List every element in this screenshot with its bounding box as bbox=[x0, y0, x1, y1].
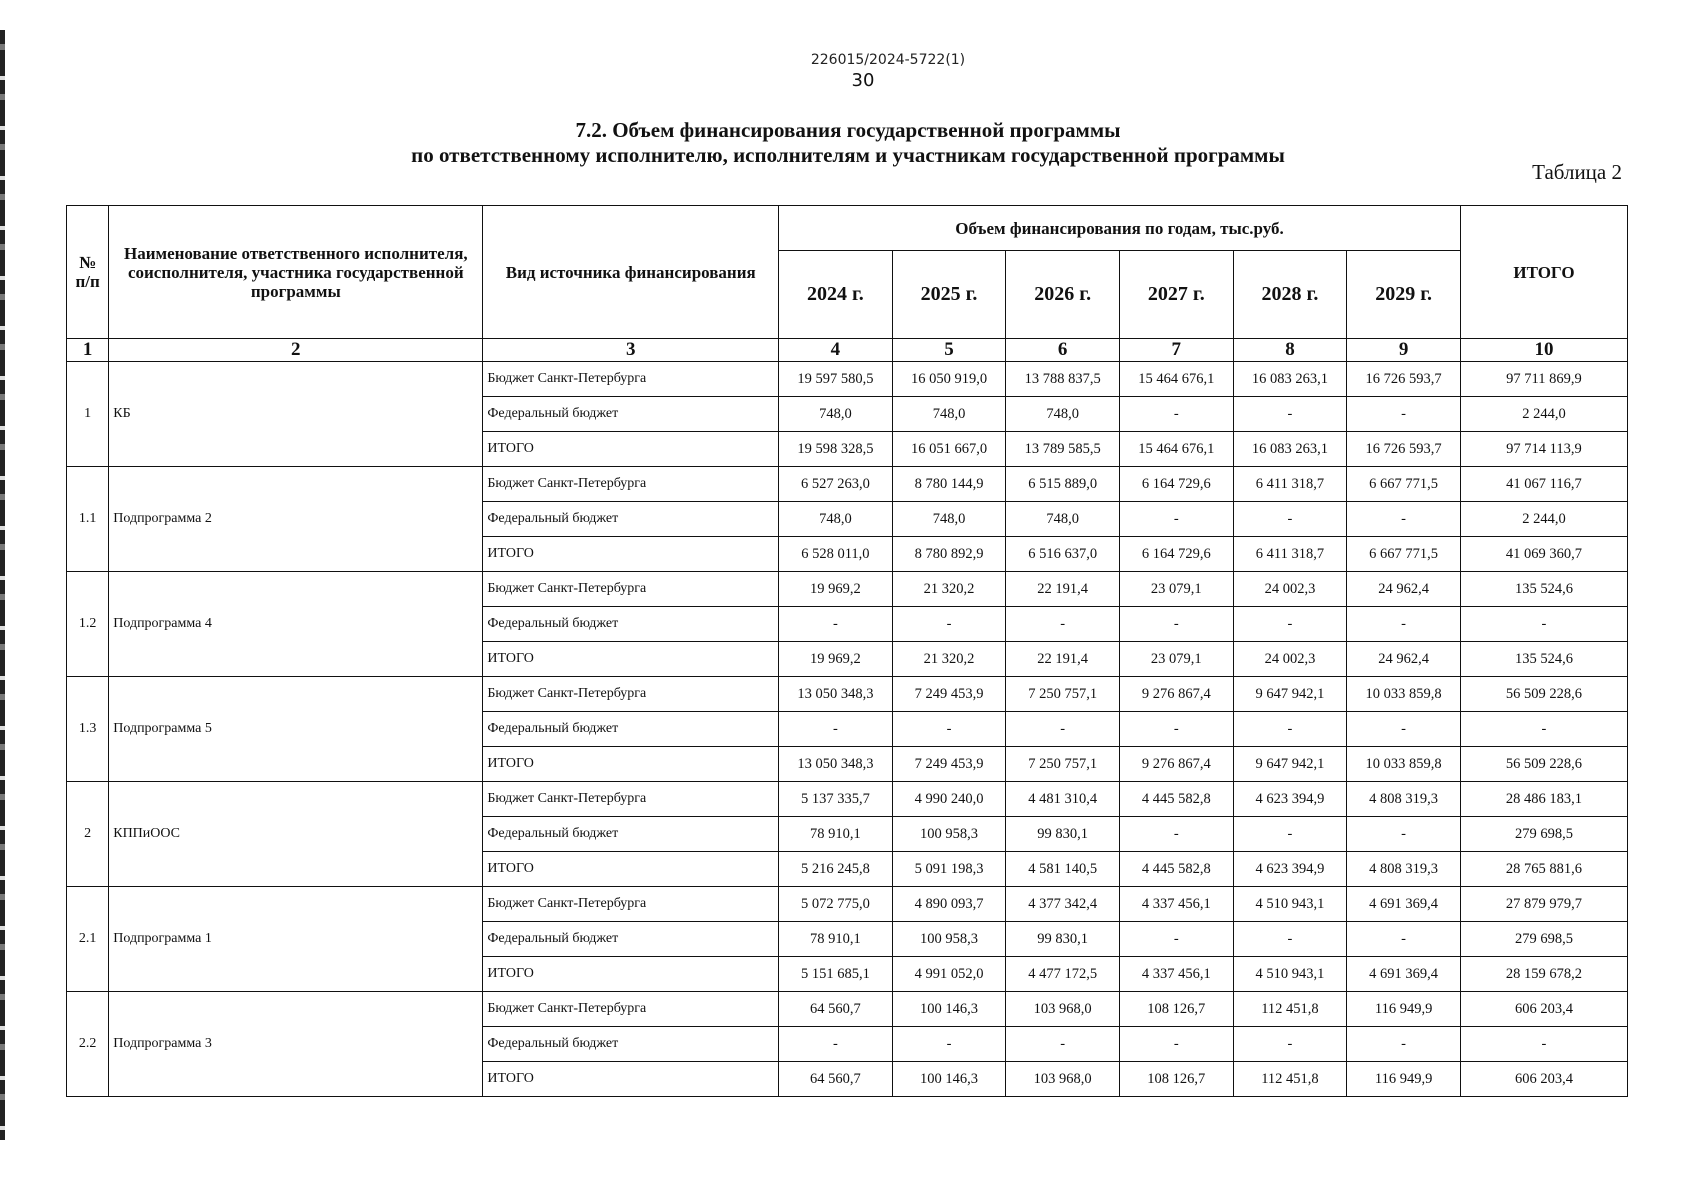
year-value: 24 002,3 bbox=[1233, 642, 1347, 677]
row-total: 28 765 881,6 bbox=[1460, 852, 1627, 887]
year-value: 100 146,3 bbox=[892, 1062, 1006, 1097]
year-value: 8 780 892,9 bbox=[892, 537, 1006, 572]
title-line-1: 7.2. Объем финансирования государственной программы bbox=[575, 118, 1121, 142]
funding-source: ИТОГО bbox=[483, 957, 779, 992]
year-value: 748,0 bbox=[892, 397, 1006, 432]
year-value: 4 445 582,8 bbox=[1119, 782, 1233, 817]
year-value: 13 788 837,5 bbox=[1006, 362, 1120, 397]
table-row bbox=[67, 782, 1628, 817]
title-line-2: по ответственному исполнителю, исполнителям и участникам государственной программы bbox=[411, 143, 1285, 167]
year-value: 4 691 369,4 bbox=[1347, 887, 1461, 922]
funding-source: Федеральный бюджет bbox=[483, 817, 779, 852]
year-value: 24 962,4 bbox=[1347, 572, 1461, 607]
year-value: - bbox=[779, 607, 893, 642]
funding-source: Бюджет Санкт-Петербурга bbox=[483, 782, 779, 817]
year-value: - bbox=[1347, 502, 1461, 537]
year-value: 10 033 859,8 bbox=[1347, 747, 1461, 782]
executor-name: Подпрограмма 2 bbox=[109, 467, 483, 572]
executor-name: Подпрограмма 3 bbox=[109, 992, 483, 1097]
year-value: 748,0 bbox=[1006, 397, 1120, 432]
row-total: 56 509 228,6 bbox=[1460, 677, 1627, 712]
table-row bbox=[67, 677, 1628, 712]
year-value: - bbox=[1233, 817, 1347, 852]
header-years-group: Объем финансирования по годам, тыс.руб. bbox=[779, 206, 1461, 251]
row-number: 1.2 bbox=[67, 572, 109, 677]
year-value: 4 510 943,1 bbox=[1233, 887, 1347, 922]
year-value: 100 146,3 bbox=[892, 992, 1006, 1027]
header-num: № п/п bbox=[67, 206, 109, 339]
year-value: 100 958,3 bbox=[892, 922, 1006, 957]
column-number: 7 bbox=[1119, 339, 1233, 362]
row-total: 28 159 678,2 bbox=[1460, 957, 1627, 992]
header-total: ИТОГО bbox=[1460, 206, 1627, 339]
year-value: 6 516 637,0 bbox=[1006, 537, 1120, 572]
year-value: 112 451,8 bbox=[1233, 1062, 1347, 1097]
year-value: 13 789 585,5 bbox=[1006, 432, 1120, 467]
funding-source: Федеральный бюджет bbox=[483, 922, 779, 957]
year-value: - bbox=[1347, 817, 1461, 852]
year-value: 16 050 919,0 bbox=[892, 362, 1006, 397]
year-value: 16 726 593,7 bbox=[1347, 432, 1461, 467]
funding-source: ИТОГО bbox=[483, 642, 779, 677]
year-value: - bbox=[1119, 922, 1233, 957]
year-value: 6 164 729,6 bbox=[1119, 537, 1233, 572]
year-value: 748,0 bbox=[779, 397, 893, 432]
executor-name: Подпрограмма 1 bbox=[109, 887, 483, 992]
year-value: 19 597 580,5 bbox=[779, 362, 893, 397]
year-value: - bbox=[1233, 922, 1347, 957]
year-value: 64 560,7 bbox=[779, 992, 893, 1027]
row-number: 2.1 bbox=[67, 887, 109, 992]
funding-source: Бюджет Санкт-Петербурга bbox=[483, 887, 779, 922]
year-value: 7 249 453,9 bbox=[892, 747, 1006, 782]
year-value: 9 647 942,1 bbox=[1233, 747, 1347, 782]
year-value: - bbox=[1119, 712, 1233, 747]
year-value: 78 910,1 bbox=[779, 817, 893, 852]
funding-source: Бюджет Санкт-Петербурга bbox=[483, 677, 779, 712]
year-value: 22 191,4 bbox=[1006, 572, 1120, 607]
year-value: 116 949,9 bbox=[1347, 1062, 1461, 1097]
year-value: 99 830,1 bbox=[1006, 817, 1120, 852]
row-total: 41 069 360,7 bbox=[1460, 537, 1627, 572]
column-number: 3 bbox=[483, 339, 779, 362]
year-value: - bbox=[1347, 712, 1461, 747]
year-value: - bbox=[1119, 817, 1233, 852]
year-value: - bbox=[1233, 1027, 1347, 1062]
funding-source: ИТОГО bbox=[483, 432, 779, 467]
row-number: 1.3 bbox=[67, 677, 109, 782]
executor-name: КБ bbox=[109, 362, 483, 467]
table-row bbox=[67, 467, 1628, 502]
year-value: 5 091 198,3 bbox=[892, 852, 1006, 887]
year-value: 4 477 172,5 bbox=[1006, 957, 1120, 992]
header-name: Наименование ответственного исполнителя, соисполнителя, участника государственной программы bbox=[109, 206, 483, 339]
year-value: 9 276 867,4 bbox=[1119, 677, 1233, 712]
year-value: - bbox=[1347, 1027, 1461, 1062]
column-number: 8 bbox=[1233, 339, 1347, 362]
year-value: 103 968,0 bbox=[1006, 1062, 1120, 1097]
year-value: - bbox=[1347, 922, 1461, 957]
row-number: 1 bbox=[67, 362, 109, 467]
column-number: 1 bbox=[67, 339, 109, 362]
year-value: 6 411 318,7 bbox=[1233, 537, 1347, 572]
year-value: 6 515 889,0 bbox=[1006, 467, 1120, 502]
year-value: 108 126,7 bbox=[1119, 1062, 1233, 1097]
year-value: - bbox=[1233, 502, 1347, 537]
year-value: 16 083 263,1 bbox=[1233, 362, 1347, 397]
year-value: 6 528 011,0 bbox=[779, 537, 893, 572]
row-total: 279 698,5 bbox=[1460, 922, 1627, 957]
table-label: Таблица 2 bbox=[1532, 160, 1622, 184]
year-value: 78 910,1 bbox=[779, 922, 893, 957]
year-value: 7 250 757,1 bbox=[1006, 677, 1120, 712]
row-total: - bbox=[1460, 1027, 1627, 1062]
row-number: 2 bbox=[67, 782, 109, 887]
year-value: 4 691 369,4 bbox=[1347, 957, 1461, 992]
year-value: 4 623 394,9 bbox=[1233, 852, 1347, 887]
table-row bbox=[67, 572, 1628, 607]
year-value: 19 969,2 bbox=[779, 642, 893, 677]
year-value: 9 647 942,1 bbox=[1233, 677, 1347, 712]
funding-source: Бюджет Санкт-Петербурга bbox=[483, 362, 779, 397]
year-value: 103 968,0 bbox=[1006, 992, 1120, 1027]
year-value: - bbox=[892, 607, 1006, 642]
year-value: 100 958,3 bbox=[892, 817, 1006, 852]
year-value: 4 581 140,5 bbox=[1006, 852, 1120, 887]
column-number: 2 bbox=[109, 339, 483, 362]
year-value: 24 962,4 bbox=[1347, 642, 1461, 677]
table-body bbox=[67, 362, 1628, 1097]
page-title bbox=[0, 118, 1696, 168]
year-value: 4 808 319,3 bbox=[1347, 782, 1461, 817]
header-year-2024: 2024 г. bbox=[779, 251, 893, 339]
row-total: 97 711 869,9 bbox=[1460, 362, 1627, 397]
page-number: 30 bbox=[851, 70, 875, 91]
header-source: Вид источника финансирования bbox=[483, 206, 779, 339]
year-value: - bbox=[779, 712, 893, 747]
row-total: - bbox=[1460, 712, 1627, 747]
year-value: 4 337 456,1 bbox=[1119, 957, 1233, 992]
year-value: 112 451,8 bbox=[1233, 992, 1347, 1027]
row-number: 1.1 bbox=[67, 467, 109, 572]
funding-source: Федеральный бюджет bbox=[483, 1027, 779, 1062]
year-value: - bbox=[892, 712, 1006, 747]
year-value: 6 527 263,0 bbox=[779, 467, 893, 502]
year-value: 99 830,1 bbox=[1006, 922, 1120, 957]
year-value: 13 050 348,3 bbox=[779, 677, 893, 712]
year-value: 16 083 263,1 bbox=[1233, 432, 1347, 467]
financing-table bbox=[66, 205, 1628, 1097]
executor-name: Подпрограмма 4 bbox=[109, 572, 483, 677]
year-value: 6 164 729,6 bbox=[1119, 467, 1233, 502]
year-value: 22 191,4 bbox=[1006, 642, 1120, 677]
year-value: - bbox=[892, 1027, 1006, 1062]
year-value: - bbox=[1006, 712, 1120, 747]
year-value: 4 445 582,8 bbox=[1119, 852, 1233, 887]
year-value: 13 050 348,3 bbox=[779, 747, 893, 782]
year-value: 5 072 775,0 bbox=[779, 887, 893, 922]
column-number: 4 bbox=[779, 339, 893, 362]
year-value: 4 890 093,7 bbox=[892, 887, 1006, 922]
header-year-2026: 2026 г. bbox=[1006, 251, 1120, 339]
row-total: 606 203,4 bbox=[1460, 1062, 1627, 1097]
year-value: 6 667 771,5 bbox=[1347, 537, 1461, 572]
year-value: 5 151 685,1 bbox=[779, 957, 893, 992]
row-total: 97 714 113,9 bbox=[1460, 432, 1627, 467]
year-value: 6 411 318,7 bbox=[1233, 467, 1347, 502]
year-value: - bbox=[1119, 397, 1233, 432]
header-year-2027: 2027 г. bbox=[1119, 251, 1233, 339]
row-total: 27 879 979,7 bbox=[1460, 887, 1627, 922]
executor-name: Подпрограмма 5 bbox=[109, 677, 483, 782]
column-number: 9 bbox=[1347, 339, 1461, 362]
year-value: 108 126,7 bbox=[1119, 992, 1233, 1027]
year-value: - bbox=[1347, 607, 1461, 642]
year-value: 8 780 144,9 bbox=[892, 467, 1006, 502]
year-value: 15 464 676,1 bbox=[1119, 432, 1233, 467]
row-total: - bbox=[1460, 607, 1627, 642]
year-value: - bbox=[1119, 1027, 1233, 1062]
year-value: 24 002,3 bbox=[1233, 572, 1347, 607]
row-total: 606 203,4 bbox=[1460, 992, 1627, 1027]
year-value: 748,0 bbox=[779, 502, 893, 537]
funding-source: Федеральный бюджет bbox=[483, 712, 779, 747]
scan-edge-artifact bbox=[0, 30, 5, 1140]
row-total: 2 244,0 bbox=[1460, 397, 1627, 432]
year-value: 4 991 052,0 bbox=[892, 957, 1006, 992]
year-value: - bbox=[1347, 397, 1461, 432]
executor-name: КППиООС bbox=[109, 782, 483, 887]
funding-source: Федеральный бюджет bbox=[483, 607, 779, 642]
row-total: 135 524,6 bbox=[1460, 642, 1627, 677]
funding-source: Бюджет Санкт-Петербурга bbox=[483, 467, 779, 502]
header-year-2028: 2028 г. bbox=[1233, 251, 1347, 339]
year-value: 5 216 245,8 bbox=[779, 852, 893, 887]
year-value: 10 033 859,8 bbox=[1347, 677, 1461, 712]
year-value: 21 320,2 bbox=[892, 572, 1006, 607]
funding-source: Бюджет Санкт-Петербурга bbox=[483, 572, 779, 607]
year-value: 4 337 456,1 bbox=[1119, 887, 1233, 922]
document-id: 226015/2024-5722(1) bbox=[810, 52, 966, 68]
year-value: - bbox=[779, 1027, 893, 1062]
year-value: 23 079,1 bbox=[1119, 572, 1233, 607]
year-value: - bbox=[1119, 502, 1233, 537]
table-row bbox=[67, 992, 1628, 1027]
year-value: 6 667 771,5 bbox=[1347, 467, 1461, 502]
row-total: 135 524,6 bbox=[1460, 572, 1627, 607]
year-value: - bbox=[1233, 397, 1347, 432]
year-value: 9 276 867,4 bbox=[1119, 747, 1233, 782]
year-value: 116 949,9 bbox=[1347, 992, 1461, 1027]
year-value: 21 320,2 bbox=[892, 642, 1006, 677]
header-year-2025: 2025 г. bbox=[892, 251, 1006, 339]
funding-source: Федеральный бюджет bbox=[483, 502, 779, 537]
year-value: 16 051 667,0 bbox=[892, 432, 1006, 467]
year-value: 4 990 240,0 bbox=[892, 782, 1006, 817]
column-number: 5 bbox=[892, 339, 1006, 362]
year-value: 748,0 bbox=[892, 502, 1006, 537]
year-value: 748,0 bbox=[1006, 502, 1120, 537]
funding-source: ИТОГО bbox=[483, 747, 779, 782]
row-total: 2 244,0 bbox=[1460, 502, 1627, 537]
year-value: 64 560,7 bbox=[779, 1062, 893, 1097]
funding-source: Федеральный бюджет bbox=[483, 397, 779, 432]
year-value: - bbox=[1119, 607, 1233, 642]
row-total: 28 486 183,1 bbox=[1460, 782, 1627, 817]
funding-source: ИТОГО bbox=[483, 852, 779, 887]
column-number: 6 bbox=[1006, 339, 1120, 362]
year-value: 4 481 310,4 bbox=[1006, 782, 1120, 817]
year-value: 4 808 319,3 bbox=[1347, 852, 1461, 887]
year-value: 15 464 676,1 bbox=[1119, 362, 1233, 397]
row-total: 279 698,5 bbox=[1460, 817, 1627, 852]
year-value: - bbox=[1233, 607, 1347, 642]
year-value: 5 137 335,7 bbox=[779, 782, 893, 817]
column-number: 10 bbox=[1460, 339, 1627, 362]
year-value: 4 623 394,9 bbox=[1233, 782, 1347, 817]
header-year-2029: 2029 г. bbox=[1347, 251, 1461, 339]
year-value: 19 969,2 bbox=[779, 572, 893, 607]
funding-source: Бюджет Санкт-Петербурга bbox=[483, 992, 779, 1027]
funding-source: ИТОГО bbox=[483, 1062, 779, 1097]
year-value: 4 510 943,1 bbox=[1233, 957, 1347, 992]
year-value: 19 598 328,5 bbox=[779, 432, 893, 467]
table-row bbox=[67, 887, 1628, 922]
row-total: 41 067 116,7 bbox=[1460, 467, 1627, 502]
year-value: - bbox=[1233, 712, 1347, 747]
row-total: 56 509 228,6 bbox=[1460, 747, 1627, 782]
year-value: - bbox=[1006, 1027, 1120, 1062]
row-number: 2.2 bbox=[67, 992, 109, 1097]
funding-source: ИТОГО bbox=[483, 537, 779, 572]
year-value: 7 249 453,9 bbox=[892, 677, 1006, 712]
year-value: 4 377 342,4 bbox=[1006, 887, 1120, 922]
year-value: 23 079,1 bbox=[1119, 642, 1233, 677]
table-row bbox=[67, 362, 1628, 397]
year-value: 7 250 757,1 bbox=[1006, 747, 1120, 782]
year-value: 16 726 593,7 bbox=[1347, 362, 1461, 397]
year-value: - bbox=[1006, 607, 1120, 642]
